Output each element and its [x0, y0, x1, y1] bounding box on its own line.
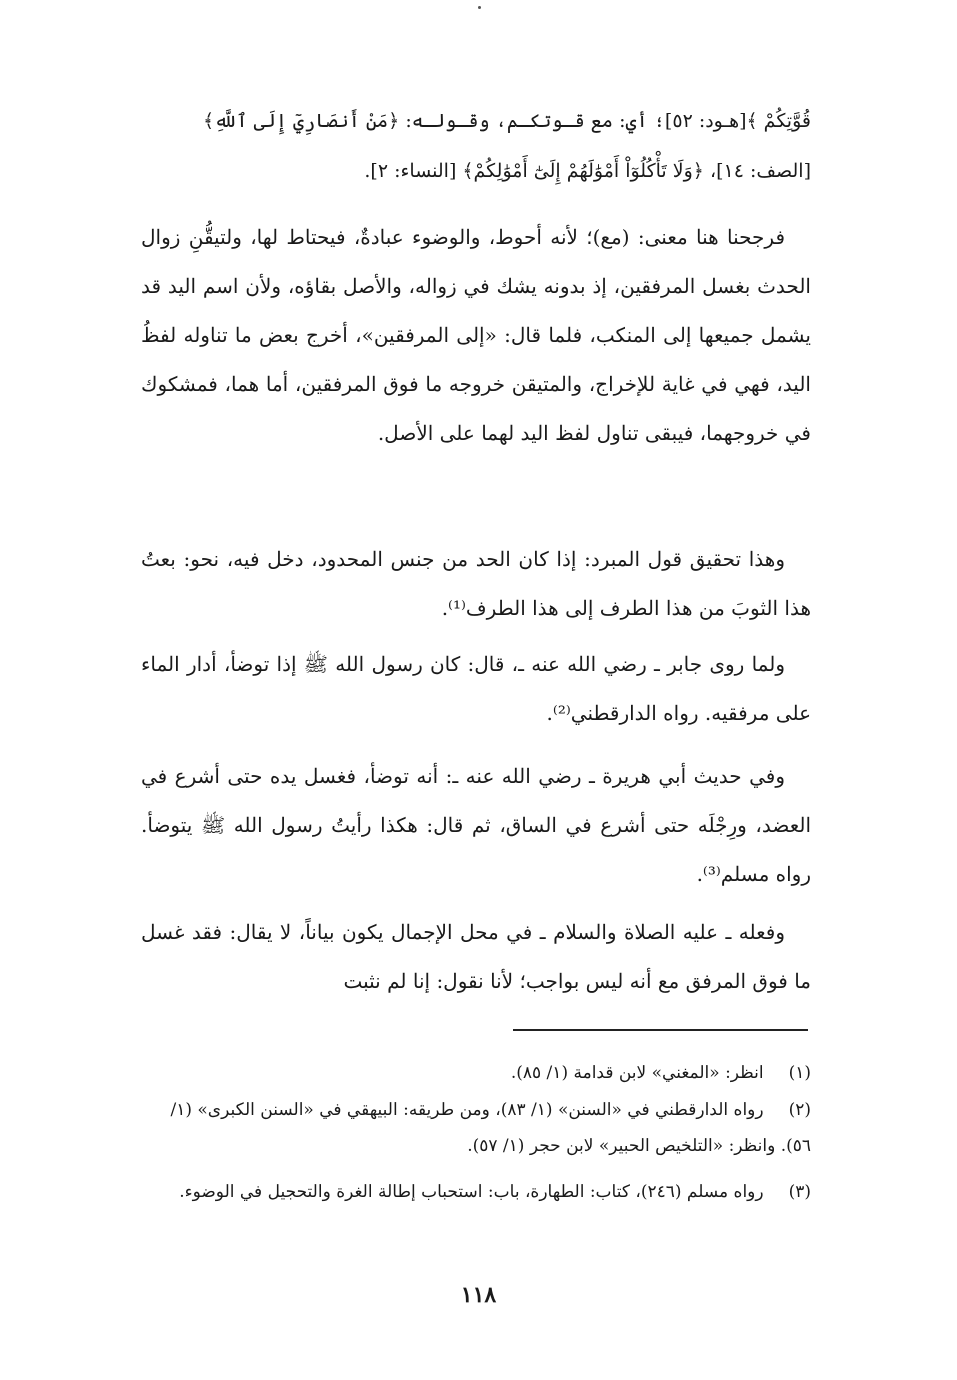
paragraph-ruling: فرجحنا هنا معنى: (مع)؛ لأنه أحوط، والوضوء عبادةٌ، فيحتاط لها، ولتيقُّنِ زوال الحدث بغسل المرفقين، إذ بدونه يشك في زواله، والأصل بقاؤه، ولأن اسم اليد قد يشمل جميعها إلى المنكب، فلما قال: «إلى المرفقين»، أخرج بعض ما تناوله لفظُ اليد، فهي في غاية للإخراج، والمتيقن خروجه ما فوق المرفقين، أما هما، فمشكوك في خروجهما، فيبقى تناول لفظ اليد لهما على الأصل.	[141, 225, 811, 445]
footnote-3	[141, 1174, 811, 1210]
footnote-text: رواه مسلم (٢٤٦)، كتاب: الطهارة، باب: استحباب إطالة الغرة والتحجيل في الوضوء.	[179, 1182, 764, 1202]
footnote-separator	[513, 1029, 808, 1031]
opening-quran-citations	[141, 96, 811, 196]
paragraph-abu-hurayra-hadith: وفي حديث أبي هريرة ـ رضي الله عنه ـ: أنه توضأ، فغسل يده حتى أشرع في العضد، ورِجْلَه حتى أشرع في الساق، ثم قال: هكذا رأيتُ رسول الله ﷺ يتوضأ. رواه مسلم⁽³⁾.	[141, 764, 811, 886]
footnote-1	[141, 1055, 811, 1091]
paragraph-jabir-hadith: ولما روى جابر ـ رضي الله عنه ـ، قال: كان رسول الله ﷺ إذا توضأ، أدار الماء على مرفقيه. رواه الدارقطني⁽²⁾.	[141, 652, 811, 725]
scan-speck	[478, 6, 481, 9]
opening-line-1: قُوَّتِكُمْ ﴾[هـود: ٥٢]؛ أي: مع قـوتكـم، وقـولـه: ﴿مَنْ أَنصَارِيٓ إِلَى ٱللَّهِ﴾	[203, 110, 811, 132]
footnote-text: رواه الدارقطني في «السنن» (١/ ٨٣)، ومن طريقه: البيهقي في «السنن الكبرى» (١/ ٥٦). وانظر: «التلخيص الحبير» لابن حجر (١/ ٥٧).	[170, 1100, 811, 1156]
paragraph-prophet-action: وفعله ـ عليه الصلاة والسلام ـ في محل الإجمال يكون بياناً، لا يقال: فقد غسل ما فوق المرفق مع أنه ليس بواجب؛ لأنا نقول: إنا لم نثبت	[141, 920, 811, 993]
opening-line-2: [الصف: ١٤]، ﴿وَلَا تَأْكُلُوٓاْ أَمْوَٰلَهُمْ إِلَىٰٓ أَمْوَٰلِكُمْ﴾ [النساء: ٢].	[364, 160, 811, 182]
page-number: ١١٨	[460, 1282, 497, 1308]
footnote-number: (١)	[788, 1063, 811, 1083]
paragraph-mubarrad: وهذا تحقيق قول المبرد: إذا كان الحد من جنس المحدود، دخل فيه، نحو: بعتُ هذا الثوبَ من هذا الطرف إلى هذا الطرف⁽¹⁾.	[141, 547, 811, 620]
footnote-number: (٣)	[788, 1182, 811, 1202]
footnote-2	[141, 1092, 811, 1164]
footnote-number: (٢)	[788, 1100, 811, 1120]
footnote-text: انظر: «المغني» لابن قدامة (١/ ٨٥).	[510, 1063, 764, 1083]
